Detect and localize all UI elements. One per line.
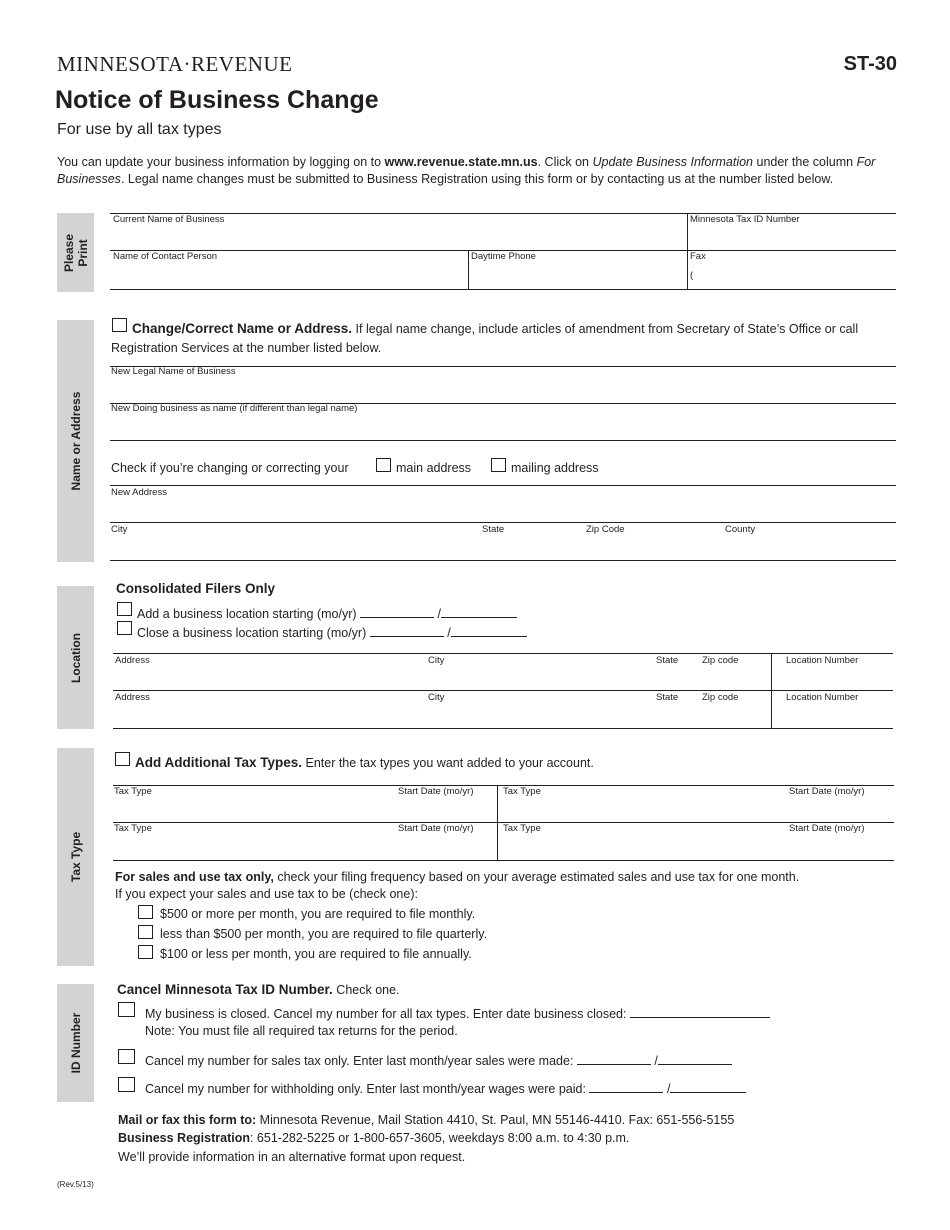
state-field[interactable]: State (482, 524, 505, 535)
sales-only-label: Cancel my number for sales tax only. Enter last month/year sales were made: / (145, 1052, 732, 1068)
tax-type-field[interactable]: Tax Type (503, 786, 541, 797)
withholding-checkbox[interactable] (118, 1077, 135, 1092)
consolidated-filers-heading: Consolidated Filers Only (116, 581, 276, 596)
quarterly-option: less than $500 per month, you are required to file quarterly. (160, 927, 488, 941)
city-field[interactable]: City (111, 524, 128, 535)
new-address-field[interactable]: New Address (111, 487, 167, 498)
add-location-label: Add a business location starting (mo/yr) / (137, 605, 517, 621)
sales-only-checkbox[interactable] (118, 1049, 135, 1064)
close-year-blank[interactable] (451, 624, 527, 637)
page-title: Notice of Business Change (55, 86, 379, 114)
close-location-label: Close a business location starting (mo/yr) / (137, 624, 527, 640)
location-number-field[interactable]: Location Number (786, 655, 859, 666)
county-field[interactable]: County (725, 524, 756, 535)
intro-paragraph: You can update your business information by logging on to www.revenue.state.mn.us. Click on Update Business Information under the column For Businesses. Legal name changes must be submitted to Business Registration using this form or by contacting us at the number listed below. (57, 155, 876, 186)
location-state-field[interactable]: State (656, 655, 679, 666)
start-date-field[interactable]: Start Date (mo/yr) (398, 823, 474, 834)
location-number-field[interactable]: Location Number (786, 692, 859, 703)
add-tax-types-checkbox[interactable] (115, 752, 130, 766)
location-address-field[interactable]: Address (115, 692, 150, 703)
section-tab-id-number: ID Number (57, 984, 94, 1102)
wages-year-blank[interactable] (670, 1080, 746, 1093)
business-closed-checkbox[interactable] (118, 1002, 135, 1017)
tax-id-field[interactable]: Minnesota Tax ID Number (690, 214, 800, 225)
sales-month-blank[interactable] (577, 1052, 651, 1065)
tax-type-field[interactable]: Tax Type (114, 786, 152, 797)
close-month-blank[interactable] (370, 624, 444, 637)
annually-option: $100 or less per month, you are required to file annually. (160, 947, 472, 961)
closed-date-blank[interactable] (630, 1005, 770, 1018)
start-date-field[interactable]: Start Date (mo/yr) (398, 786, 474, 797)
section-tab-please-print (57, 213, 94, 292)
fax-field[interactable]: Fax (690, 251, 706, 262)
contact-person-field[interactable]: Name of Contact Person (113, 251, 218, 262)
business-closed-label: My business is closed. Cancel my number for all tax types. Enter date business closed: (145, 1005, 770, 1021)
sales-tax-instructions: For sales and use tax only, check your filing frequency based on your average estimated sales and use tax for one month. (115, 870, 800, 884)
address-check-prompt: Check if you’re changing or correcting your (111, 461, 349, 475)
zip-code-field[interactable]: Zip Code (586, 524, 625, 535)
change-name-checkbox[interactable] (112, 318, 127, 332)
tax-type-field[interactable]: Tax Type (114, 823, 152, 834)
cancel-note: Note: You must file all required tax returns for the period. (145, 1024, 458, 1038)
section-tab-name-address: Name or Address (57, 320, 94, 562)
monthly-checkbox[interactable] (138, 905, 153, 919)
new-legal-name-field[interactable]: New Legal Name of Business (111, 366, 236, 377)
main-address-label: main address (396, 461, 472, 475)
mailing-address-checkbox[interactable] (491, 458, 506, 472)
location-state-field[interactable]: State (656, 692, 679, 703)
sales-year-blank[interactable] (658, 1052, 732, 1065)
fax-paren: ( (690, 270, 694, 281)
wages-month-blank[interactable] (589, 1080, 663, 1093)
mailing-address-label: mailing address (511, 461, 599, 475)
cancel-heading: Cancel Minnesota Tax ID Number. Check one. (117, 982, 400, 997)
new-dba-field[interactable]: New Doing business as name (if different than legal name) (111, 403, 358, 414)
section-tab-tax-type: Tax Type (57, 748, 94, 966)
location-zip-field[interactable]: Zip code (702, 692, 739, 703)
annually-checkbox[interactable] (138, 945, 153, 959)
form-number: ST-30 (843, 53, 897, 75)
tax-type-field[interactable]: Tax Type (503, 823, 541, 834)
print-label: Print (75, 238, 90, 267)
location-address-field[interactable]: Address (115, 655, 150, 666)
minnesota-revenue-logo: MINNESOTA·REVENUE (57, 52, 293, 76)
change-name-desc: Registration Services at the number listed below. (111, 341, 382, 355)
add-month-blank[interactable] (360, 605, 434, 618)
start-date-field[interactable]: Start Date (mo/yr) (789, 786, 865, 797)
quarterly-checkbox[interactable] (138, 925, 153, 939)
alt-format-note: We’ll provide information in an alternative format upon request. (118, 1150, 466, 1164)
main-address-checkbox[interactable] (376, 458, 391, 472)
revenue-url[interactable]: www.revenue.state.mn.us (384, 155, 538, 169)
location-city-field[interactable]: City (428, 655, 445, 666)
please-label: Please (61, 233, 76, 272)
location-zip-field[interactable]: Zip code (702, 655, 739, 666)
start-date-field[interactable]: Start Date (mo/yr) (789, 823, 865, 834)
location-city-field[interactable]: City (428, 692, 445, 703)
expect-prompt: If you expect your sales and use tax to be (check one): (115, 887, 418, 901)
withholding-label: Cancel my number for withholding only. Enter last month/year wages were paid: / (145, 1080, 746, 1096)
add-year-blank[interactable] (441, 605, 517, 618)
daytime-phone-field[interactable]: Daytime Phone (471, 251, 536, 262)
monthly-option: $500 or more per month, you are required to file monthly. (160, 907, 476, 921)
page-subtitle: For use by all tax types (57, 121, 222, 138)
close-location-checkbox[interactable] (117, 621, 132, 635)
mail-instructions: Mail or fax this form to: Minnesota Revenue, Mail Station 4410, St. Paul, MN 55146-4410. Fax: 651-556-5155 (118, 1113, 735, 1127)
change-name-heading: Change/Correct Name or Address. If legal name change, include articles of amendment from Secretary of State’s Office or call (132, 321, 859, 336)
revision-label: (Rev.5/13) (57, 1180, 94, 1189)
add-location-checkbox[interactable] (117, 602, 132, 616)
current-name-field[interactable]: Current Name of Business (113, 214, 225, 225)
add-tax-types-heading: Add Additional Tax Types. Enter the tax types you want added to your account. (135, 755, 594, 770)
business-registration-contact: Business Registration: 651-282-5225 or 1-800-657-3605, weekdays 8:00 a.m. to 4:30 p.m. (118, 1131, 630, 1145)
section-tab-location: Location (57, 586, 94, 729)
